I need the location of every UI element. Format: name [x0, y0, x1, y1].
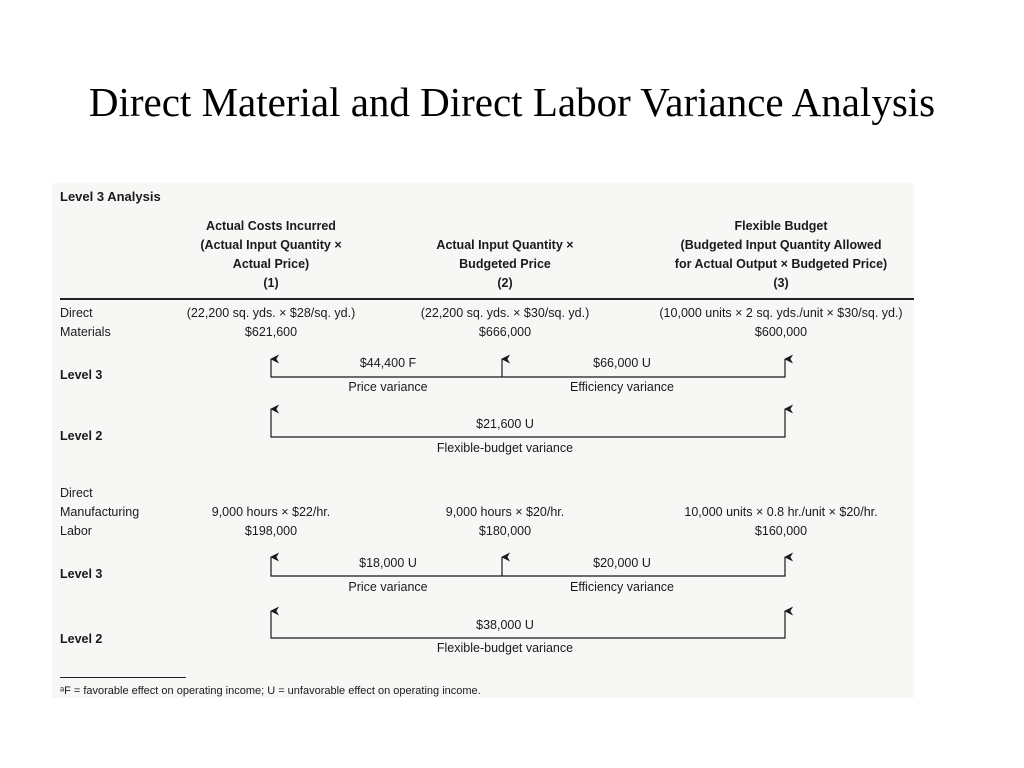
labor-flexible-budget-variance-label: Flexible-budget variance — [436, 641, 574, 655]
materials-level3-bracket — [271, 359, 785, 377]
column-header-line: Flexible Budget — [734, 219, 828, 233]
column-header-line: Actual Input Quantity × — [436, 238, 574, 252]
column-header-line: Actual Price) — [232, 257, 310, 271]
materials-price-variance-label: Price variance — [348, 380, 428, 394]
materials-amount-actual: $621,600 — [244, 325, 298, 339]
materials-amount-flexible: $600,000 — [754, 325, 808, 339]
labor-level2-bracket — [271, 611, 785, 638]
labor-level3-label: Level 3 — [60, 567, 103, 581]
materials-level2-label: Level 2 — [60, 429, 103, 443]
labor-amount-actual: $198,000 — [244, 524, 298, 538]
materials-level3-label: Level 3 — [60, 368, 103, 382]
labor-calc-budgeted: 9,000 hours × $20/hr. — [445, 505, 565, 519]
labor-efficiency-variance-label: Efficiency variance — [570, 580, 674, 594]
materials-label: Direct — [60, 306, 93, 320]
labor-amount-flexible: $160,000 — [754, 524, 808, 538]
column-header-line: (Actual Input Quantity × — [200, 238, 342, 252]
materials-price-variance-value: $44,400 F — [359, 356, 417, 370]
labor-price-variance-label: Price variance — [348, 580, 428, 594]
materials-calc-flexible: (10,000 units × 2 sq. yds./unit × $30/sq. yd.) — [659, 306, 903, 320]
footnote: ᵃF = favorable effect on operating income; U = unfavorable effect on operating income. — [60, 685, 481, 697]
materials-calc-budgeted: (22,200 sq. yds. × $30/sq. yd.) — [420, 306, 590, 320]
slide-title: Direct Material and Direct Labor Variance Analysis — [88, 79, 936, 125]
labor-calc-actual: 9,000 hours × $22/hr. — [211, 505, 331, 519]
materials-efficiency-variance-label: Efficiency variance — [570, 380, 674, 394]
materials-label: Materials — [60, 325, 111, 339]
labor-label: Labor — [60, 524, 92, 538]
materials-amount-budgeted: $666,000 — [478, 325, 532, 339]
column-header-line: for Actual Output × Budgeted Price) — [674, 257, 888, 271]
labor-efficiency-variance-value: $20,000 U — [593, 556, 651, 570]
column-header-line: (2) — [497, 276, 513, 290]
labor-level2-label: Level 2 — [60, 632, 103, 646]
materials-calc-actual: (22,200 sq. yds. × $28/sq. yd.) — [186, 306, 356, 320]
variance-arrows — [52, 183, 914, 698]
labor-label: Manufacturing — [60, 505, 140, 519]
variance-analysis-figure — [52, 183, 914, 698]
column-header-line: Budgeted Price — [459, 257, 551, 271]
labor-calc-flexible: 10,000 units × 0.8 hr./unit × $20/hr. — [684, 505, 878, 519]
labor-label: Direct — [60, 486, 93, 500]
labor-price-variance-value: $18,000 U — [359, 556, 417, 570]
column-header-line: (1) — [263, 276, 279, 290]
figure-heading: Level 3 Analysis — [60, 189, 161, 204]
column-header-line: (Budgeted Input Quantity Allowed — [680, 238, 882, 252]
column-header-line: Actual Costs Incurred — [206, 219, 336, 233]
materials-level2-bracket — [271, 409, 785, 437]
labor-amount-budgeted: $180,000 — [478, 524, 532, 538]
materials-efficiency-variance-value: $66,000 U — [593, 356, 651, 370]
materials-flexible-budget-variance-value: $21,600 U — [476, 417, 534, 431]
materials-flexible-budget-variance-label: Flexible-budget variance — [436, 441, 574, 455]
labor-flexible-budget-variance-value: $38,000 U — [476, 618, 534, 632]
labor-level3-bracket — [271, 557, 785, 576]
column-header-line: (3) — [773, 276, 789, 290]
